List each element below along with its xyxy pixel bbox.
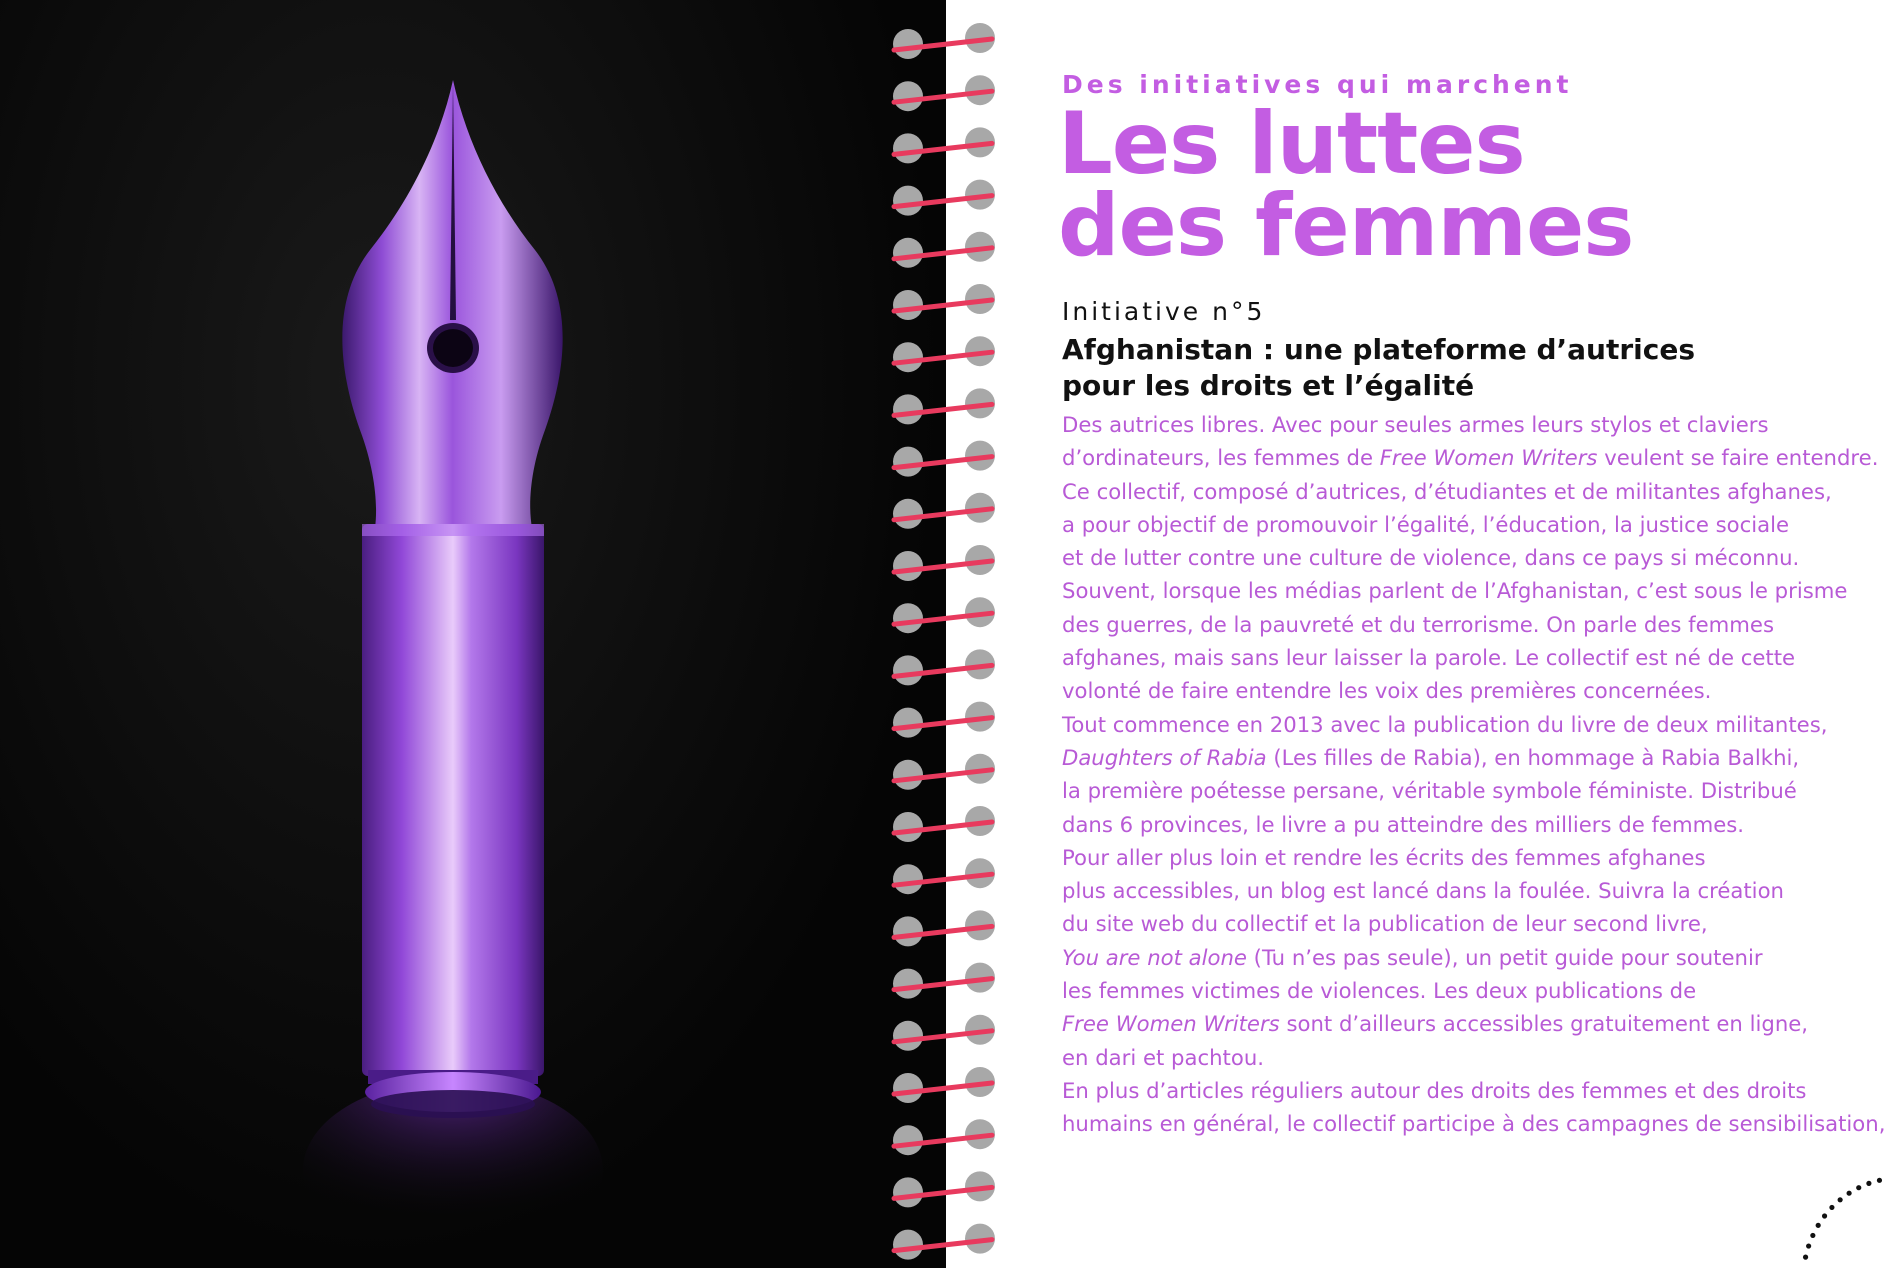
body-line <box>1062 874 1862 907</box>
body-line <box>1062 475 1862 508</box>
initiative-label: Initiative n°5 <box>1062 297 1266 326</box>
body-line <box>1062 941 1862 974</box>
body-line <box>1062 508 1862 541</box>
spiral-ring <box>893 284 995 320</box>
body-line <box>1062 674 1862 707</box>
spiral-ring <box>893 702 995 738</box>
decorative-dotted-arc <box>1780 1160 1890 1268</box>
body-text-segment: afghanes, mais sans leur laisser la parole. Le collectif est né de cette <box>1062 645 1796 671</box>
body-text-segment: Ce collectif, composé d’autrices, d’étudiantes et de militantes afghanes, <box>1062 478 1832 504</box>
body-text-segment: sont d’ailleurs accessibles gratuitement en ligne, <box>1279 1011 1809 1037</box>
spiral-ring <box>893 388 995 424</box>
spiral-ring <box>893 806 995 842</box>
italic-title: You are not alone <box>1062 944 1247 970</box>
decorative-dot <box>1838 1197 1843 1202</box>
body-text-segment: en dari et pachtou. <box>1062 1044 1264 1070</box>
body-text-segment: a pour objectif de promouvoir l’égalité, l’éducation, la justice sociale <box>1062 511 1790 537</box>
article-subtitle <box>1062 332 1862 404</box>
body-line <box>1062 1041 1862 1074</box>
decorative-dot <box>1816 1223 1821 1228</box>
article <box>1058 70 1886 1141</box>
spiral-ring <box>893 545 995 581</box>
body-line <box>1062 741 1862 774</box>
spiral-ring <box>893 75 995 111</box>
body-text-segment: humains en général, le collectif participe à des campagnes de sensibilisation, <box>1062 1111 1886 1137</box>
body-line <box>1062 541 1862 574</box>
body-line <box>1062 408 1862 441</box>
body-text-segment: volonté de faire entendre les voix des premières concernées. <box>1062 678 1712 704</box>
decorative-dot <box>1829 1205 1834 1210</box>
body-line <box>1062 441 1879 474</box>
page-title-line-2: des femmes <box>1058 176 1634 276</box>
spiral-ring <box>893 858 995 894</box>
body-line <box>1062 1107 1886 1140</box>
spiral-ring <box>893 1015 995 1051</box>
article-body <box>1062 408 1886 1141</box>
spiral-ring <box>893 1224 995 1260</box>
body-line <box>1062 708 1862 741</box>
spiral-ring <box>893 127 995 163</box>
body-line <box>1062 608 1862 641</box>
body-text-segment: En plus d’articles réguliers autour des droits des femmes et des droits <box>1062 1077 1807 1103</box>
decorative-dot <box>1847 1191 1852 1196</box>
spiral-ring <box>893 754 995 790</box>
decorative-dot <box>1810 1233 1815 1238</box>
spiral-ring <box>893 1119 995 1155</box>
spiral-ring <box>893 1171 995 1207</box>
body-line <box>1062 974 1862 1007</box>
spiral-ring <box>893 441 995 477</box>
body-line <box>1062 808 1862 841</box>
page-title-line-1: Les luttes <box>1058 94 1525 194</box>
spiral-ring <box>893 493 995 529</box>
spiral-ring <box>893 597 995 633</box>
spiral-ring <box>893 180 995 216</box>
page-title <box>1058 94 1862 276</box>
decorative-dot <box>1803 1255 1808 1260</box>
body-text-segment: Pour aller plus loin et rendre les écrits des femmes afghanes <box>1062 844 1706 870</box>
decorative-dot <box>1806 1243 1811 1248</box>
body-line <box>1062 641 1862 674</box>
body-line <box>1062 1074 1862 1107</box>
body-text-segment: et de lutter contre une culture de violence, dans ce pays si méconnu. <box>1062 545 1800 571</box>
body-line <box>1062 574 1862 607</box>
body-line <box>1062 1007 1862 1040</box>
article-subtitle-line-2: pour les droits et l’égalité <box>1062 369 1475 402</box>
italic-title: Free Women Writers <box>1062 1011 1280 1037</box>
body-text-segment: Des autrices libres. Avec pour seules armes leurs stylos et claviers <box>1062 412 1769 437</box>
body-line <box>1062 841 1862 874</box>
spiral-ring <box>893 910 995 946</box>
decorative-dot <box>1866 1181 1871 1186</box>
body-text-segment: plus accessibles, un blog est lancé dans la foulée. Suivra la création <box>1062 878 1784 904</box>
spiral-ring <box>893 336 995 372</box>
italic-title: Free Women Writers <box>1379 445 1598 471</box>
spiral-ring <box>893 649 995 685</box>
body-line <box>1062 774 1862 807</box>
body-text-segment: (Tu n’es pas seule), un petit guide pour soutenir <box>1246 944 1763 970</box>
body-text-segment: Tout commence en 2013 avec la publication du livre de deux militantes, <box>1062 711 1828 737</box>
spiral-ring <box>893 963 995 999</box>
body-text-segment: Souvent, lorsque les médias parlent de l’Afghanistan, c’est sous le prisme <box>1062 578 1848 604</box>
body-text-segment: dans 6 provinces, le livre a pu atteindre des milliers de femmes. <box>1062 811 1745 837</box>
section-eyebrow: Des initiatives qui marchent <box>1062 70 1573 99</box>
decorative-dot <box>1877 1178 1882 1183</box>
body-text-segment: du site web du collectif et la publication de leur second livre, <box>1062 911 1708 937</box>
article-subtitle-line-1: Afghanistan : une plateforme d’autrices <box>1062 333 1696 366</box>
spiral-ring <box>893 232 995 268</box>
body-text-segment: (Les filles de Rabia), en hommage à Rabia Balkhi, <box>1266 744 1800 770</box>
italic-title: Daughters of Rabia <box>1062 744 1267 770</box>
decorative-dot <box>1822 1213 1827 1218</box>
decorative-dot <box>1856 1185 1861 1190</box>
spiral-ring <box>893 23 995 59</box>
body-text-segment: la première poétesse persane, véritable symbole féministe. Distribué <box>1062 778 1797 804</box>
spiral-binding <box>880 0 1010 1268</box>
body-text-segment: veulent se faire entendre. <box>1597 445 1879 471</box>
body-text-segment: d’ordinateurs, les femmes de <box>1062 445 1380 471</box>
spiral-ring <box>893 1067 995 1103</box>
body-text-segment: des guerres, de la pauvreté et du terrorisme. On parle des femmes <box>1062 611 1774 637</box>
body-line <box>1062 907 1862 940</box>
body-text-segment: les femmes victimes de violences. Les deux publications de <box>1062 978 1697 1004</box>
